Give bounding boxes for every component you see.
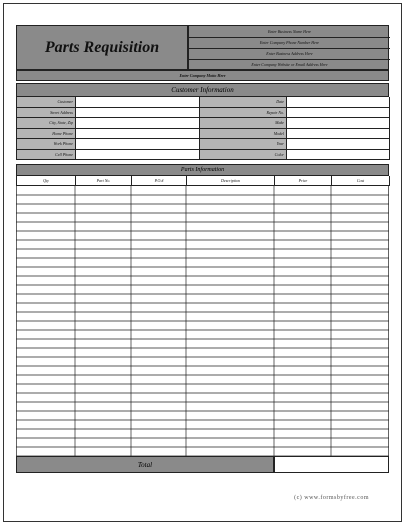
year-label: Year bbox=[200, 139, 287, 150]
city-state-zip-label: City, State, Zip bbox=[17, 118, 76, 129]
qty-column-header: Qty bbox=[17, 176, 76, 186]
cost-column-header: Cost bbox=[332, 176, 390, 186]
po-column-header: P.O.# bbox=[132, 176, 187, 186]
form-page bbox=[3, 3, 402, 522]
street-address-field[interactable] bbox=[76, 108, 200, 119]
date-label: Date bbox=[200, 97, 287, 108]
work-phone-field[interactable] bbox=[76, 139, 200, 150]
color-field[interactable] bbox=[287, 150, 390, 161]
model-label: Model bbox=[200, 129, 287, 140]
company-motto-band[interactable]: Enter Company Motto Here bbox=[16, 70, 389, 81]
description-column-header: Description bbox=[187, 176, 275, 186]
parts-column-headers bbox=[16, 176, 389, 186]
home-phone-field[interactable] bbox=[76, 129, 200, 140]
form-title: Parts Requisition bbox=[44, 38, 160, 56]
parts-info-header: Parts Information bbox=[16, 164, 389, 176]
cell-phone-field[interactable] bbox=[76, 150, 200, 161]
make-field[interactable] bbox=[287, 118, 390, 129]
make-label: Make bbox=[200, 118, 287, 129]
cell-phone-label: Cell Phone bbox=[17, 150, 76, 161]
customer-row bbox=[17, 97, 390, 108]
address-row bbox=[17, 108, 390, 119]
company-phone-line[interactable]: Enter Company Phone Number Here bbox=[189, 37, 390, 49]
footer-credit: (c) www.formsbyfree.com bbox=[294, 495, 369, 501]
work-phone-row bbox=[17, 139, 390, 150]
cell-phone-row bbox=[17, 150, 390, 161]
repair-no-label: Repair No. bbox=[200, 108, 287, 119]
total-label-box: Total bbox=[16, 456, 274, 473]
parts-line-items-grid[interactable] bbox=[16, 186, 389, 456]
website-line[interactable]: Enter Company Website or Email Address Here bbox=[251, 62, 328, 67]
year-field[interactable] bbox=[287, 139, 390, 150]
repair-no-field[interactable] bbox=[287, 108, 390, 119]
home-phone-label: Home Phone bbox=[17, 129, 76, 140]
business-contact-block bbox=[188, 25, 389, 70]
customer-label: Customer bbox=[17, 97, 76, 108]
city-row bbox=[17, 118, 390, 129]
customer-field[interactable] bbox=[76, 97, 200, 108]
work-phone-label: Work Phone bbox=[17, 139, 76, 150]
home-phone-row bbox=[17, 129, 390, 140]
price-column-header: Price bbox=[275, 176, 332, 186]
street-address-label: Street Address bbox=[17, 108, 76, 119]
color-label: Color bbox=[200, 150, 287, 161]
date-field[interactable] bbox=[287, 97, 390, 108]
customer-info-grid bbox=[16, 97, 389, 160]
part-no-column-header: Part No. bbox=[76, 176, 132, 186]
customer-info-header: Customer Information bbox=[16, 83, 389, 97]
business-name-line[interactable]: Enter Business Name Here bbox=[189, 26, 390, 38]
total-field[interactable] bbox=[274, 456, 389, 473]
model-field[interactable] bbox=[287, 129, 390, 140]
business-address-line[interactable]: Enter Business Address Here bbox=[189, 48, 390, 60]
city-state-zip-field[interactable] bbox=[76, 118, 200, 129]
